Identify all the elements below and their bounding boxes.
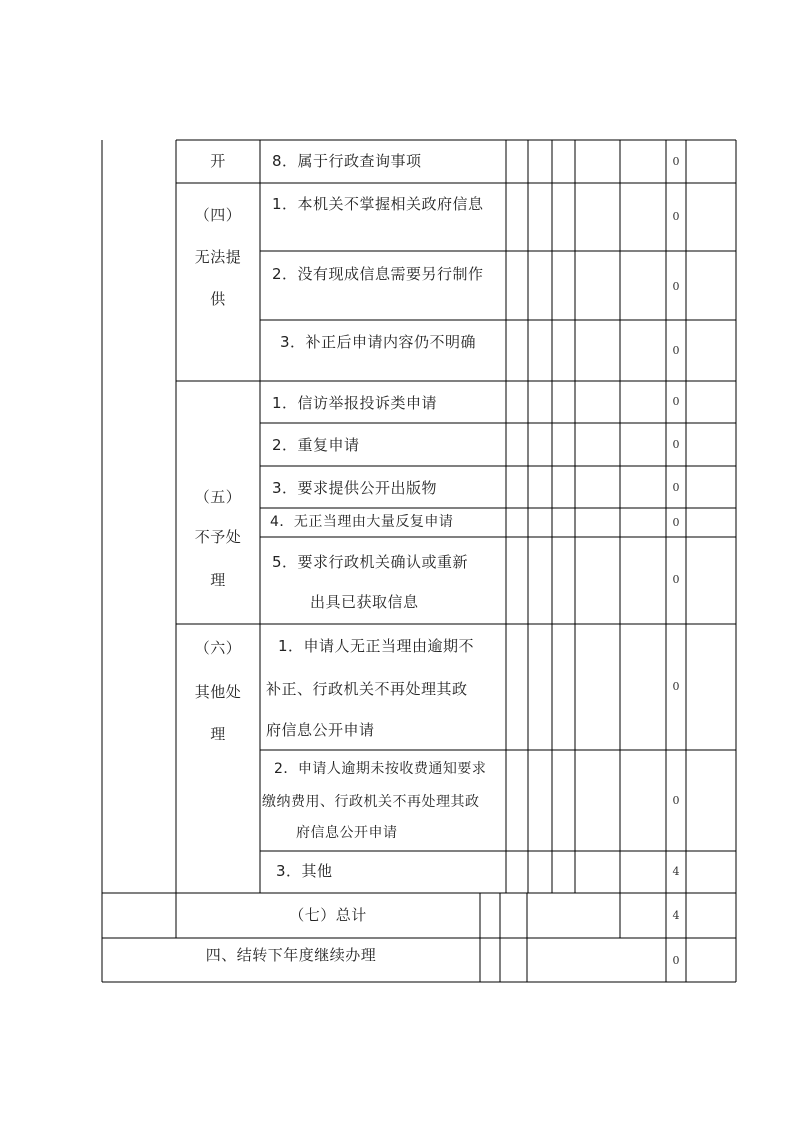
count-value: 0 [672, 573, 680, 586]
count-value: 0 [672, 344, 680, 357]
item-text-line: 府信息公开申请 [296, 825, 398, 841]
count-value: 0 [672, 155, 680, 168]
group-label-line: （四） [194, 206, 242, 224]
item-text-line: 府信息公开申请 [266, 721, 375, 739]
count-value: 0 [672, 680, 680, 693]
group-label-line: （六） [194, 639, 242, 657]
item-text-line: 缴纳费用、行政机关不再处理其政 [262, 794, 480, 810]
group-label-line: 其他处 [194, 683, 242, 701]
count-value: 0 [672, 395, 680, 408]
count-value: 0 [672, 516, 680, 529]
total-count: 4 [672, 909, 680, 922]
item-text: 4．无正当理由大量反复申请 [270, 514, 454, 530]
count-value: 0 [672, 280, 680, 293]
item-text-line: 出具已获取信息 [310, 593, 419, 611]
count-value: 4 [672, 865, 680, 878]
group-label-line: （五） [194, 488, 242, 506]
item-text: 2．重复申请 [272, 436, 360, 454]
group-label-line: 理 [210, 571, 226, 589]
item-text-line: 5．要求行政机关确认或重新 [272, 553, 469, 571]
item-text: 3．补正后申请内容仍不明确 [280, 333, 477, 351]
group-label-line: 供 [210, 290, 226, 308]
group-label-line: 理 [210, 725, 226, 743]
category-continuation-label: 开 [210, 152, 226, 170]
count-value: 0 [672, 481, 680, 494]
item-text-line: 2．申请人逾期未按收费通知要求 [274, 761, 487, 777]
carry-over-label: 四、结转下年度继续办理 [205, 946, 377, 964]
count-value: 0 [672, 210, 680, 223]
item-text-line: 补正、行政机关不再处理其政 [266, 680, 468, 698]
item-text: 1．信访举报投诉类申请 [272, 394, 438, 412]
item-text: 2．没有现成信息需要另行制作 [272, 265, 484, 283]
item-text-line: 1．申请人无正当理由逾期不 [278, 637, 475, 655]
item-text: 8．属于行政查询事项 [272, 152, 422, 170]
item-text: 3．其他 [276, 862, 333, 880]
group-label-line: 不予处 [194, 528, 242, 546]
group-label-line: 无法提 [194, 248, 242, 266]
total-label: （七）总计 [289, 906, 367, 924]
carry-over-count: 0 [672, 954, 680, 967]
item-text: 3．要求提供公开出版物 [272, 479, 438, 497]
count-value: 0 [672, 438, 680, 451]
count-value: 0 [672, 794, 680, 807]
item-text: 1．本机关不掌握相关政府信息 [272, 195, 484, 213]
